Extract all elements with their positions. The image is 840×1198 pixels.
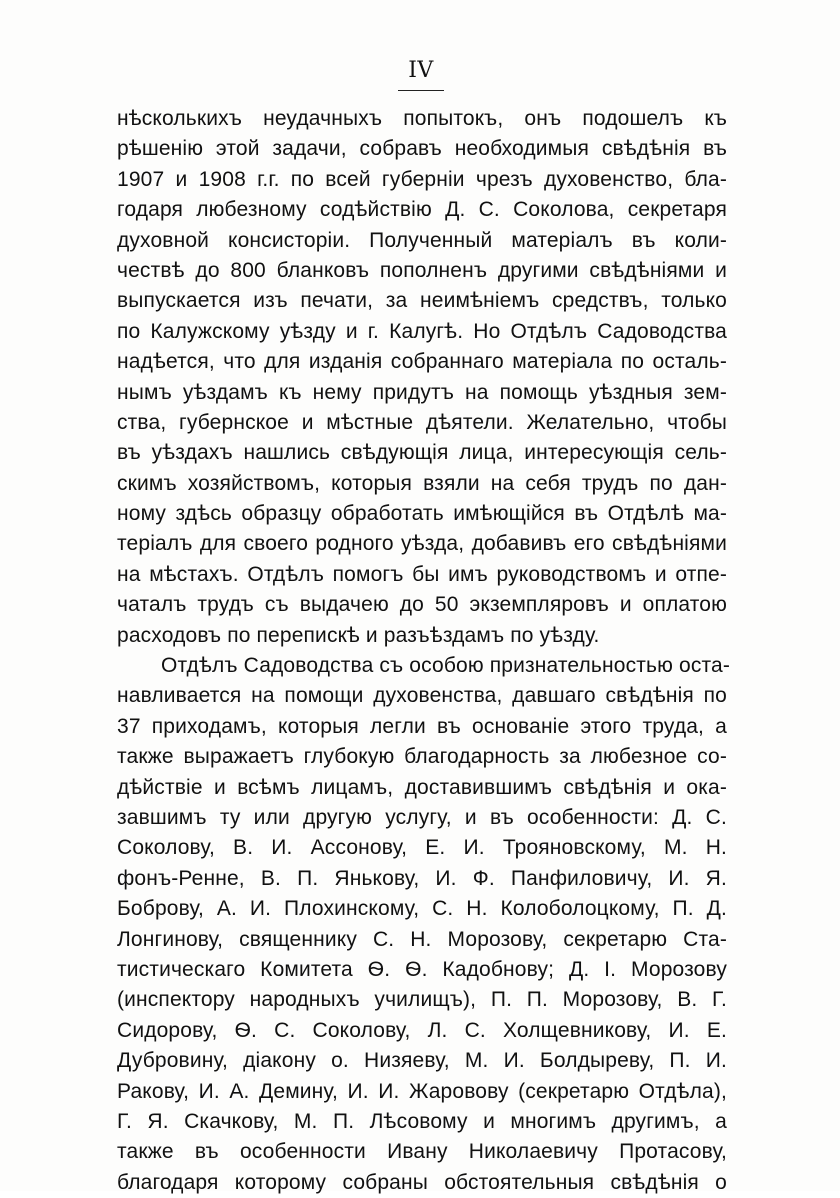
page-number: IV: [408, 58, 434, 83]
text-line: Соколову, В. И. Ассонову, Е. И. Трояновскому, М. Н.: [117, 836, 727, 860]
text-line: скимъ хозяйствомъ, которыя взяли на себя трудъ по дан-: [117, 471, 727, 495]
text-line: Лонгинову, священнику С. Н. Морозову, секретарю Ста-: [117, 927, 727, 951]
text-line: завшимъ ту или другую услугу, и въ особенности: Д. С.: [117, 805, 727, 829]
text-line: нымъ уѣздамъ къ нему придутъ на помощь уѣздныя зем-: [117, 380, 727, 404]
text-line: Дубровину, діакону о. Низяеву, М. И. Болдыреву, П. И.: [117, 1049, 727, 1073]
paragraph-1: [117, 104, 727, 651]
text-line: нѣсколькихъ неудачныхъ попытокъ, онъ подошелъ къ: [117, 107, 727, 130]
text-line: ному здѣсь образцу обработать имѣющійся въ Отдѣлѣ ма-: [117, 502, 727, 526]
text-line: чествѣ до 800 бланковъ пополненъ другими свѣдѣніями и: [117, 258, 727, 282]
text-line: рѣшенію этой задачи, собравъ необходимыя свѣдѣнія въ: [117, 137, 727, 161]
text-line: выпускается изъ печати, за неимѣніемъ средствъ, только: [117, 289, 727, 313]
text-line: Г. Я. Скачкову, М. П. Лѣсовому и многимъ другимъ, а: [117, 1109, 727, 1133]
text-line: по Калужскому уѣзду и г. Калугѣ. Но Отдѣлъ Садоводства: [117, 319, 727, 343]
text-line: также выражаетъ глубокую благодарность за любезное со-: [117, 745, 727, 769]
text-line: Сидорову, Ѳ. С. Соколову, Л. С. Холщевникову, И. Е.: [117, 1018, 727, 1042]
text-line: расходовъ по перепискѣ и разъѣздамъ по уѣзду.: [117, 623, 600, 647]
text-line: на мѣстахъ. Отдѣлъ помогъ бы имъ руководствомъ и отпе-: [117, 562, 727, 586]
text-line: въ уѣздахъ нашлись свѣдующія лица, интересующія сель-: [117, 441, 727, 465]
text-line: годаря любезному содѣйствію Д. С. Соколова, секретаря: [117, 198, 727, 222]
text-line: 37 приходамъ, которыя легли въ основаніе этого труда, а: [117, 714, 727, 738]
text-line: Отдѣлъ Садоводства съ особою признательностью оста-: [161, 654, 730, 678]
text-line: благодаря которому собраны обстоятельныя свѣдѣнія о: [117, 1170, 727, 1194]
text-line: дѣйствіе и всѣмъ лицамъ, доставившимъ свѣдѣнія и ока-: [117, 775, 727, 799]
text-line: также въ особенности Ивану Николаевичу Протасову,: [117, 1140, 727, 1164]
text-line: (инспектору народныхъ училищъ), П. П. Морозову, В. Г.: [117, 988, 727, 1012]
text-line: фонъ-Ренне, В. П. Янькову, И. Ф. Панфиловичу, И. Я.: [117, 866, 727, 890]
text-line: духовной консисторіи. Полученный матеріалъ въ коли-: [117, 228, 727, 252]
text-line: ства, губернское и мѣстные дѣятели. Желательно, чтобы: [117, 410, 727, 434]
text-line: тистическаго Комитета Ѳ. Ѳ. Кадобнову; Д. І. Морозову: [117, 957, 727, 981]
text-line: 1907 и 1908 г.г. по всей губерніи чрезъ духовенство, бла-: [117, 167, 727, 191]
text-line: Боброву, А. И. Плохинскому, С. Н. Колоболоцкому, П. Д.: [117, 897, 727, 921]
body-text: [117, 104, 730, 1198]
page-number-underline: [398, 90, 444, 91]
paragraph-2: [117, 651, 730, 1198]
text-line: чаталъ трудъ съ выдачею до 50 экземпляровъ и оплатою: [117, 593, 727, 617]
text-line: Ракову, И. А. Демину, И. И. Жаровову (секретарю Отдѣла),: [117, 1079, 727, 1103]
text-line: надѣется, что для изданія собраннаго матеріала по осталь-: [117, 350, 727, 374]
text-line: навливается на помощи духовенства, давшаго свѣдѣнія по: [117, 684, 727, 708]
text-line: теріалъ для своего родного уѣзда, добавивъ его свѣдѣніями: [117, 532, 727, 556]
